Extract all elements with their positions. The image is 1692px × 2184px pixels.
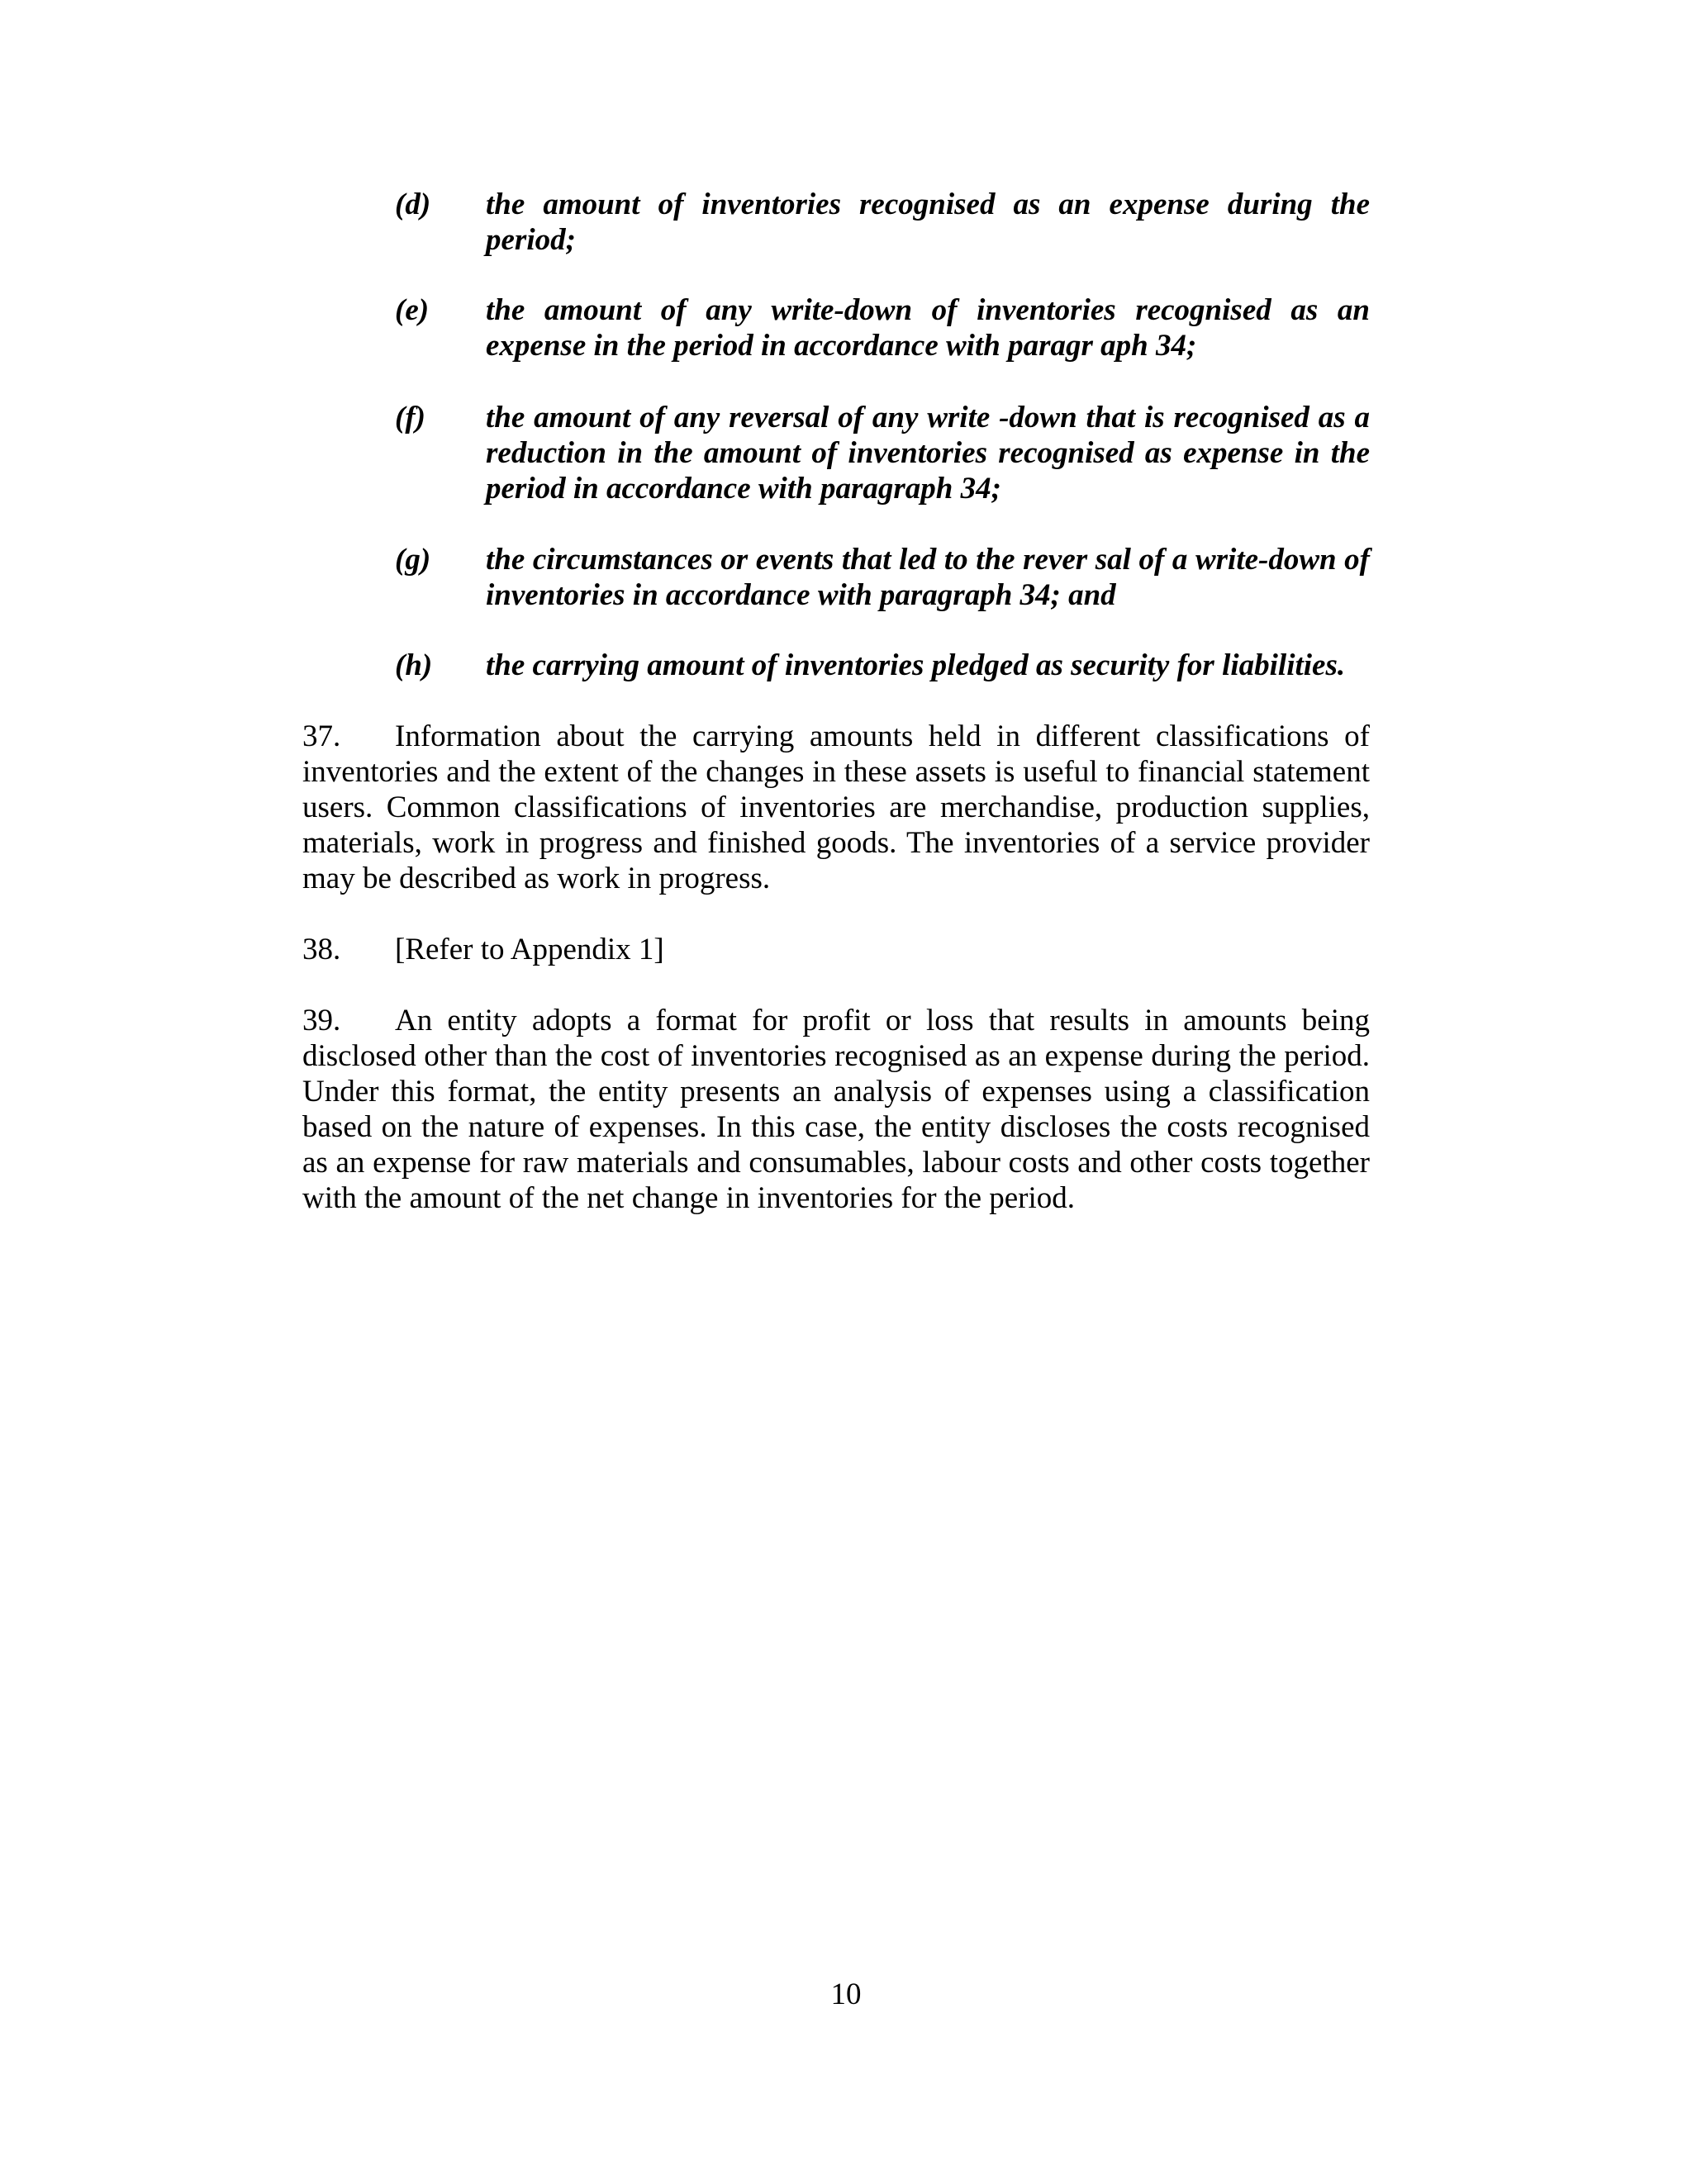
paragraph-number: 39. bbox=[302, 1004, 341, 1037]
list-item-text: the amount of any write-down of inventories recognised as an expense in the period in accordance with paragr aph 34; bbox=[486, 293, 1370, 363]
list-item-label: (h) bbox=[395, 648, 433, 682]
list-item-label: (d) bbox=[395, 188, 431, 221]
paragraph-text: [Refer to Appendix 1] bbox=[395, 933, 664, 966]
list-item-label: (e) bbox=[395, 293, 430, 327]
paragraph-number: 38. bbox=[302, 933, 341, 966]
list-item-text: the carrying amount of inventories pledged as security for liabilities. bbox=[486, 648, 1346, 682]
list-item-text: the circumstances or events that led to the rever sal of a write-down of inventories in accordance with paragraph 34; and bbox=[486, 543, 1370, 612]
page-number: 10 bbox=[830, 1977, 862, 2011]
paragraph-38 bbox=[302, 932, 1370, 967]
list-item-label: (g) bbox=[395, 543, 431, 577]
list-item-text: the amount of inventories recognised as an expense during the period; bbox=[486, 188, 1370, 257]
paragraph-text: An entity adopts a format for profit or loss that results in amounts being disclosed other than the cost of inventories recognised as an expense during the period. Under this format, the entity presents an analysis of expenses using a classification based on the nature of expenses. In this case, the entity discloses the costs recognised as an expense for raw materials and consumables, labour costs and other costs together with the amount of the net change in inventories for the period. bbox=[302, 1004, 1370, 1215]
paragraph-number: 37. bbox=[302, 719, 341, 753]
paragraph-text: Information about the carrying amounts held in different classifications of inventories and the extent of the changes in these assets is useful to financial statement users. Common classifications of inventories are merchandise, production supplies, materials, work in progress and finished goods. The inventories of a service provider may be described as work in progress. bbox=[302, 719, 1370, 895]
paragraph-39 bbox=[302, 1003, 1370, 1216]
list-item-label: (f) bbox=[395, 401, 425, 434]
list-item-text: the amount of any reversal of any write -down that is recognised as a reduction in the amount of inventories recognised as expense in the period in accordance with paragraph 34; bbox=[486, 401, 1370, 506]
paragraph-37 bbox=[302, 719, 1370, 896]
